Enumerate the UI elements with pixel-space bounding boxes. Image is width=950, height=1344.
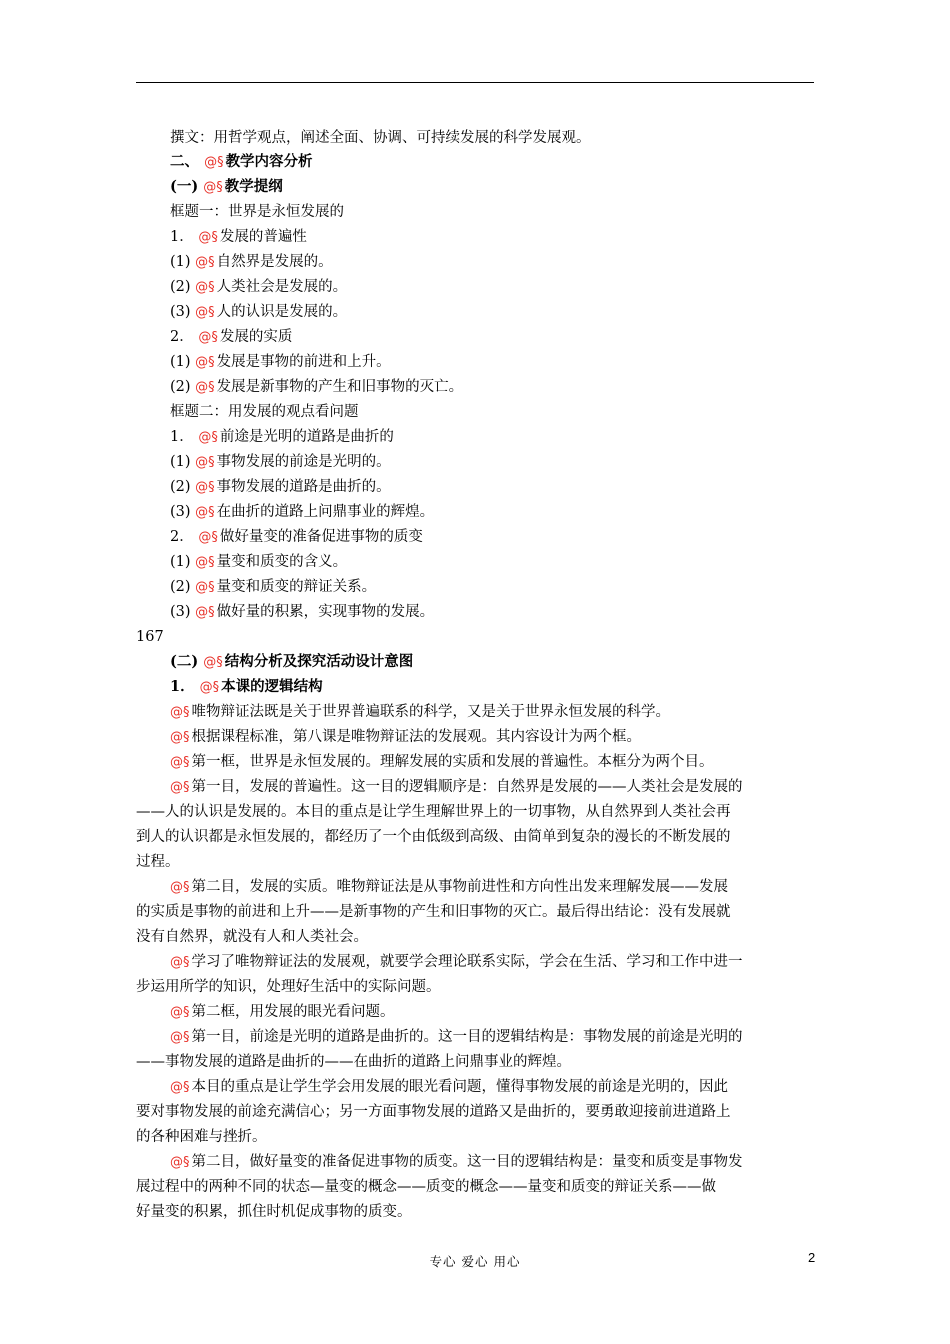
line-text: 到人的认识都是永恒发展的，都经历了一个由低级到高级、由简单到复杂的漫长的不断发展的 [136,829,731,845]
text-line [170,302,347,323]
line-text: ——事物发展的道路是曲折的——在曲折的道路上问鼎事业的辉煌。 [136,1054,571,1070]
line-prefix: (3) [170,504,196,520]
line-text: 的实质是事物的前进和上升——是新事物的产生和旧事物的灭亡。最后得出结论：没有发展就 [136,904,731,920]
line-text: 第二目，发展的实质。唯物辩证法是从事物前进性和方向性出发来理解发展——发展 [191,879,728,895]
text-line [170,202,344,222]
marker-glyph: @§ [195,505,215,520]
line-text: 人的认识是发展的。 [216,304,348,320]
text-line [136,902,731,922]
text-line [170,227,307,248]
text-line [136,1127,267,1147]
page-number: 2 [808,1250,816,1265]
line-prefix: 2． [170,329,199,345]
marker-glyph: @§ [195,380,215,395]
line-prefix: (2) [170,279,196,295]
marker-glyph: @§ [198,330,218,345]
marker-glyph: @§ [195,605,215,620]
line-text: 167 [136,629,164,645]
line-text: 自然界是发展的。 [216,254,333,270]
text-line [136,852,180,872]
line-text: 结构分析及探究活动设计意图 [224,653,414,670]
header-rule [136,82,814,83]
text-line [170,452,391,473]
line-text: 发展的普遍性 [219,229,307,245]
line-prefix: (1) [170,354,196,370]
text-line [170,477,391,498]
line-prefix: 1． [170,678,200,695]
line-text: 量变和质变的辩证关系。 [216,579,377,595]
line-text: 学习了唯物辩证法的发展观，就要学会理论联系实际，学会在生活、学习和工作中进一 [191,954,743,970]
text-line [136,1102,731,1122]
marker-glyph: @§ [195,455,215,470]
text-line [170,527,423,548]
line-prefix: (1) [170,454,196,470]
line-text: 要对事物发展的前途充满信心；另一方面事物发展的道路又是曲折的，要勇敢迎接前进道路上 [136,1104,731,1120]
marker-glyph: @§ [195,280,215,295]
line-prefix: 二、 [170,153,205,170]
text-line [136,802,731,822]
text-line [170,877,728,898]
text-line [170,327,292,348]
text-line [136,827,731,847]
text-line [170,427,394,448]
marker-glyph: @§ [170,1030,190,1045]
marker-glyph: @§ [170,880,190,895]
text-line [136,1177,716,1197]
marker-glyph: @§ [170,955,190,970]
marker-glyph: @§ [195,480,215,495]
text-line [170,1027,743,1048]
line-prefix: (3) [170,304,196,320]
line-prefix: (1) [170,254,196,270]
marker-glyph: @§ [204,155,224,170]
line-text: 人类社会是发展的。 [216,279,348,295]
line-prefix: (2) [170,479,196,495]
marker-glyph: @§ [170,755,190,770]
line-text: 步运用所学的知识，处理好生活中的实际问题。 [136,979,441,995]
line-text: 展过程中的两种不同的状态—量变的概念——质变的概念——量变和质变的辩证关系——做 [136,1179,716,1195]
text-line [170,252,333,273]
line-text: 第一框，世界是永恒发展的。理解发展的实质和发展的普遍性。本框分为两个目。 [191,754,714,770]
marker-glyph: @§ [198,430,218,445]
text-line [136,1202,412,1222]
marker-glyph: @§ [203,180,223,195]
line-text: 事物发展的前途是光明的。 [216,454,391,470]
line-text: 事物发展的道路是曲折的。 [216,479,391,495]
marker-glyph: @§ [203,655,223,670]
marker-glyph: @§ [195,255,215,270]
text-line [170,552,347,573]
line-text: 发展是新事物的产生和旧事物的灭亡。 [216,379,464,395]
line-text: 框题二：用发展的观点看问题 [170,404,359,420]
line-text: 第二框，用发展的眼光看问题。 [191,1004,395,1020]
page-footer: 专心 爱心 用心 [429,1254,521,1269]
line-text: 第一目，前途是光明的道路是曲折的。这一目的逻辑结构是：事物发展的前途是光明的 [191,1029,743,1045]
line-prefix: (1) [170,554,196,570]
marker-glyph: @§ [170,1005,190,1020]
line-prefix: (3) [170,604,196,620]
marker-glyph: @§ [199,680,220,695]
line-text: 没有自然界，就没有人和人类社会。 [136,929,368,945]
text-line [136,977,441,997]
text-line [170,777,743,798]
line-prefix: 1． [170,229,199,245]
line-text: 教学提纲 [224,178,283,195]
marker-glyph: @§ [195,305,215,320]
line-prefix: (2) [170,379,196,395]
line-text: 量变和质变的含义。 [216,554,348,570]
marker-glyph: @§ [170,1155,190,1170]
line-text: 做好量变的准备促进事物的质变 [219,529,423,545]
text-line [170,402,359,422]
line-text: 前途是光明的道路是曲折的 [219,429,394,445]
line-text: 发展是事物的前进和上升。 [216,354,391,370]
text-line [136,1052,571,1072]
marker-glyph: @§ [195,355,215,370]
text-line [136,627,164,647]
line-text: 唯物辩证法既是关于世界普遍联系的科学，又是关于世界永恒发展的科学。 [191,704,670,720]
text-line [170,1152,743,1173]
text-line [170,702,670,723]
line-prefix: (2) [170,579,196,595]
line-text: ——人的认识是发展的。本目的重点是让学生理解世界上的一切事物，从自然界到人类社会再 [136,804,731,820]
marker-glyph: @§ [195,555,215,570]
line-text: 教学内容分析 [225,153,313,170]
marker-glyph: @§ [198,530,218,545]
line-prefix: 1． [170,429,199,445]
line-text: 第一目，发展的普遍性。这一目的逻辑顺序是：自然界是发展的——人类社会是发展的 [191,779,743,795]
line-prefix: (一) [170,178,204,195]
line-text: 本目的重点是让学生学会用发展的眼光看问题，懂得事物发展的前途是光明的，因此 [191,1079,728,1095]
line-text: 第二目，做好量变的准备促进事物的质变。这一目的逻辑结构是：量变和质变是事物发 [191,1154,743,1170]
text-line [170,727,641,748]
line-text: 根据课程标准，第八课是唯物辩证法的发展观。其内容设计为两个框。 [191,729,641,745]
text-line [170,177,283,198]
text-line [170,128,591,148]
line-text: 做好量的积累，实现事物的发展。 [216,604,435,620]
text-line [170,952,743,973]
text-line [170,577,376,598]
text-line [170,152,313,173]
text-line [170,1002,395,1023]
line-text: 过程。 [136,854,180,870]
line-text: 在曲折的道路上问鼎事业的辉煌。 [216,504,435,520]
text-line [170,1077,728,1098]
line-text: 的各种困难与挫折。 [136,1129,267,1145]
text-line [170,377,463,398]
marker-glyph: @§ [170,705,190,720]
text-line [170,502,434,523]
marker-glyph: @§ [170,780,190,795]
line-text: 撰文：用哲学观点，阐述全面、协调、可持续发展的科学发展观。 [170,130,591,146]
text-line [170,602,434,623]
line-text: 本课的逻辑结构 [221,678,323,695]
text-line [136,927,368,947]
marker-glyph: @§ [170,1080,190,1095]
marker-glyph: @§ [195,580,215,595]
line-text: 发展的实质 [219,329,293,345]
text-line [170,677,323,698]
line-prefix: (二) [170,653,204,670]
text-line [170,752,714,773]
marker-glyph: @§ [170,730,190,745]
text-line [170,277,347,298]
text-line [170,652,413,673]
marker-glyph: @§ [198,230,218,245]
line-prefix: 2． [170,529,199,545]
line-text: 框题一：世界是永恒发展的 [170,204,344,220]
line-text: 好量变的积累，抓住时机促成事物的质变。 [136,1204,412,1220]
text-line [170,352,391,373]
